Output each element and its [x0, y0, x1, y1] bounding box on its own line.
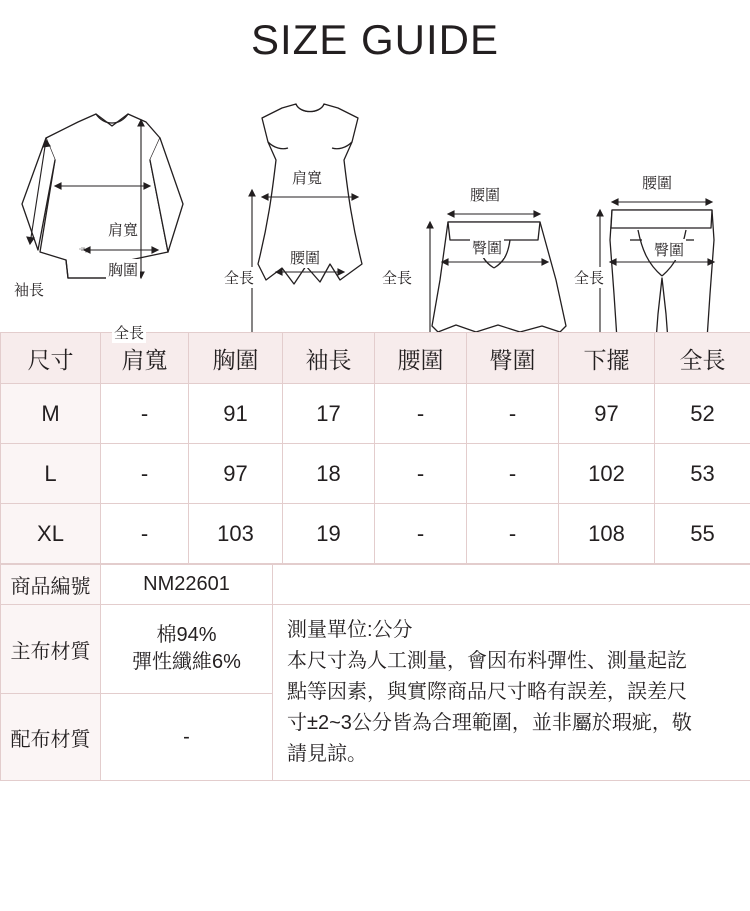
pants-hip-label: 臀圍 [652, 239, 686, 260]
top-length-label: 全長 [112, 322, 146, 343]
page-title: SIZE GUIDE [250, 16, 500, 63]
size-cell: 52 [655, 384, 750, 444]
top-sleeve-label: 袖長 [12, 279, 46, 300]
size-table-header-cell: 尺寸 [1, 333, 101, 384]
size-cell: - [375, 384, 467, 444]
size-cell: - [375, 444, 467, 504]
size-cell: L [1, 444, 101, 504]
size-cell: 103 [189, 504, 283, 564]
note-line-4: 寸±2~3公分皆為合理範圍，並非屬於瑕疵，敬 [287, 712, 692, 734]
diagram-svg [0, 64, 750, 332]
size-cell: - [467, 384, 559, 444]
size-cell: - [101, 504, 189, 564]
size-cell: XL [1, 504, 101, 564]
product-info-table [0, 564, 750, 781]
dress-shoulder-label: 肩寬 [290, 167, 324, 188]
size-table [0, 332, 750, 564]
size-cell: 102 [559, 444, 655, 504]
size-cell: 19 [283, 504, 375, 564]
main-fabric-row [1, 605, 750, 694]
size-table-header-cell: 肩寬 [101, 333, 189, 384]
size-cell: 97 [189, 444, 283, 504]
dress-length-label: 全長 [222, 267, 256, 288]
size-cell: 18 [283, 444, 375, 504]
sub-fabric-value: - [101, 694, 273, 781]
size-cell: 53 [655, 444, 750, 504]
skirt-hip-label: 臀圍 [470, 237, 504, 258]
info-blank-cell [273, 565, 750, 605]
skirt-length-label: 全長 [380, 267, 414, 288]
size-cell: 17 [283, 384, 375, 444]
size-cell: - [101, 444, 189, 504]
main-fabric-line-1: 棉94% [156, 624, 217, 646]
sub-fabric-label: 配布材質 [1, 694, 101, 781]
note-line-2: 本尺寸為人工測量，會因布料彈性、測量起訖 [287, 650, 687, 672]
note-line-3: 點等因素，與實際商品尺寸略有誤差，誤差尺 [287, 681, 687, 703]
size-cell: M [1, 384, 101, 444]
top-bust-label: 胸圍 [106, 259, 140, 280]
size-table-header-cell: 胸圍 [189, 333, 283, 384]
size-table-header-cell: 全長 [655, 333, 750, 384]
size-cell: - [467, 444, 559, 504]
garment-diagrams [0, 64, 750, 342]
note-line-1: 測量單位:公分 [287, 619, 413, 641]
table-row [1, 504, 750, 564]
top-illustration [22, 114, 183, 278]
size-cell: 91 [189, 384, 283, 444]
table-row [1, 384, 750, 444]
size-cell: - [375, 504, 467, 564]
top-shoulder-label: 肩寬 [106, 219, 140, 240]
main-fabric-label: 主布材質 [1, 605, 101, 694]
pants-length-label: 全長 [572, 267, 606, 288]
size-table-header-cell: 腰圍 [375, 333, 467, 384]
product-number-value: NM22601 [101, 565, 273, 605]
skirt-waist-label: 腰圍 [468, 184, 502, 205]
note-line-5: 請見諒。 [287, 743, 367, 765]
size-cell: 108 [559, 504, 655, 564]
main-fabric-line-2: 彈性纖維6% [132, 651, 241, 673]
size-cell: - [101, 384, 189, 444]
size-cell: 97 [559, 384, 655, 444]
main-fabric-value [101, 605, 273, 694]
size-cell: 55 [655, 504, 750, 564]
product-number-label: 商品編號 [1, 565, 101, 605]
pants-waist-label: 腰圍 [640, 172, 674, 193]
size-cell: - [467, 504, 559, 564]
dress-waist-label: 腰圍 [288, 247, 322, 268]
size-table-header-cell: 臀圍 [467, 333, 559, 384]
table-row [1, 444, 750, 504]
measurement-note [273, 605, 750, 781]
product-number-row [1, 565, 750, 605]
size-table-header-cell: 袖長 [283, 333, 375, 384]
size-table-header-cell: 下擺 [559, 333, 655, 384]
